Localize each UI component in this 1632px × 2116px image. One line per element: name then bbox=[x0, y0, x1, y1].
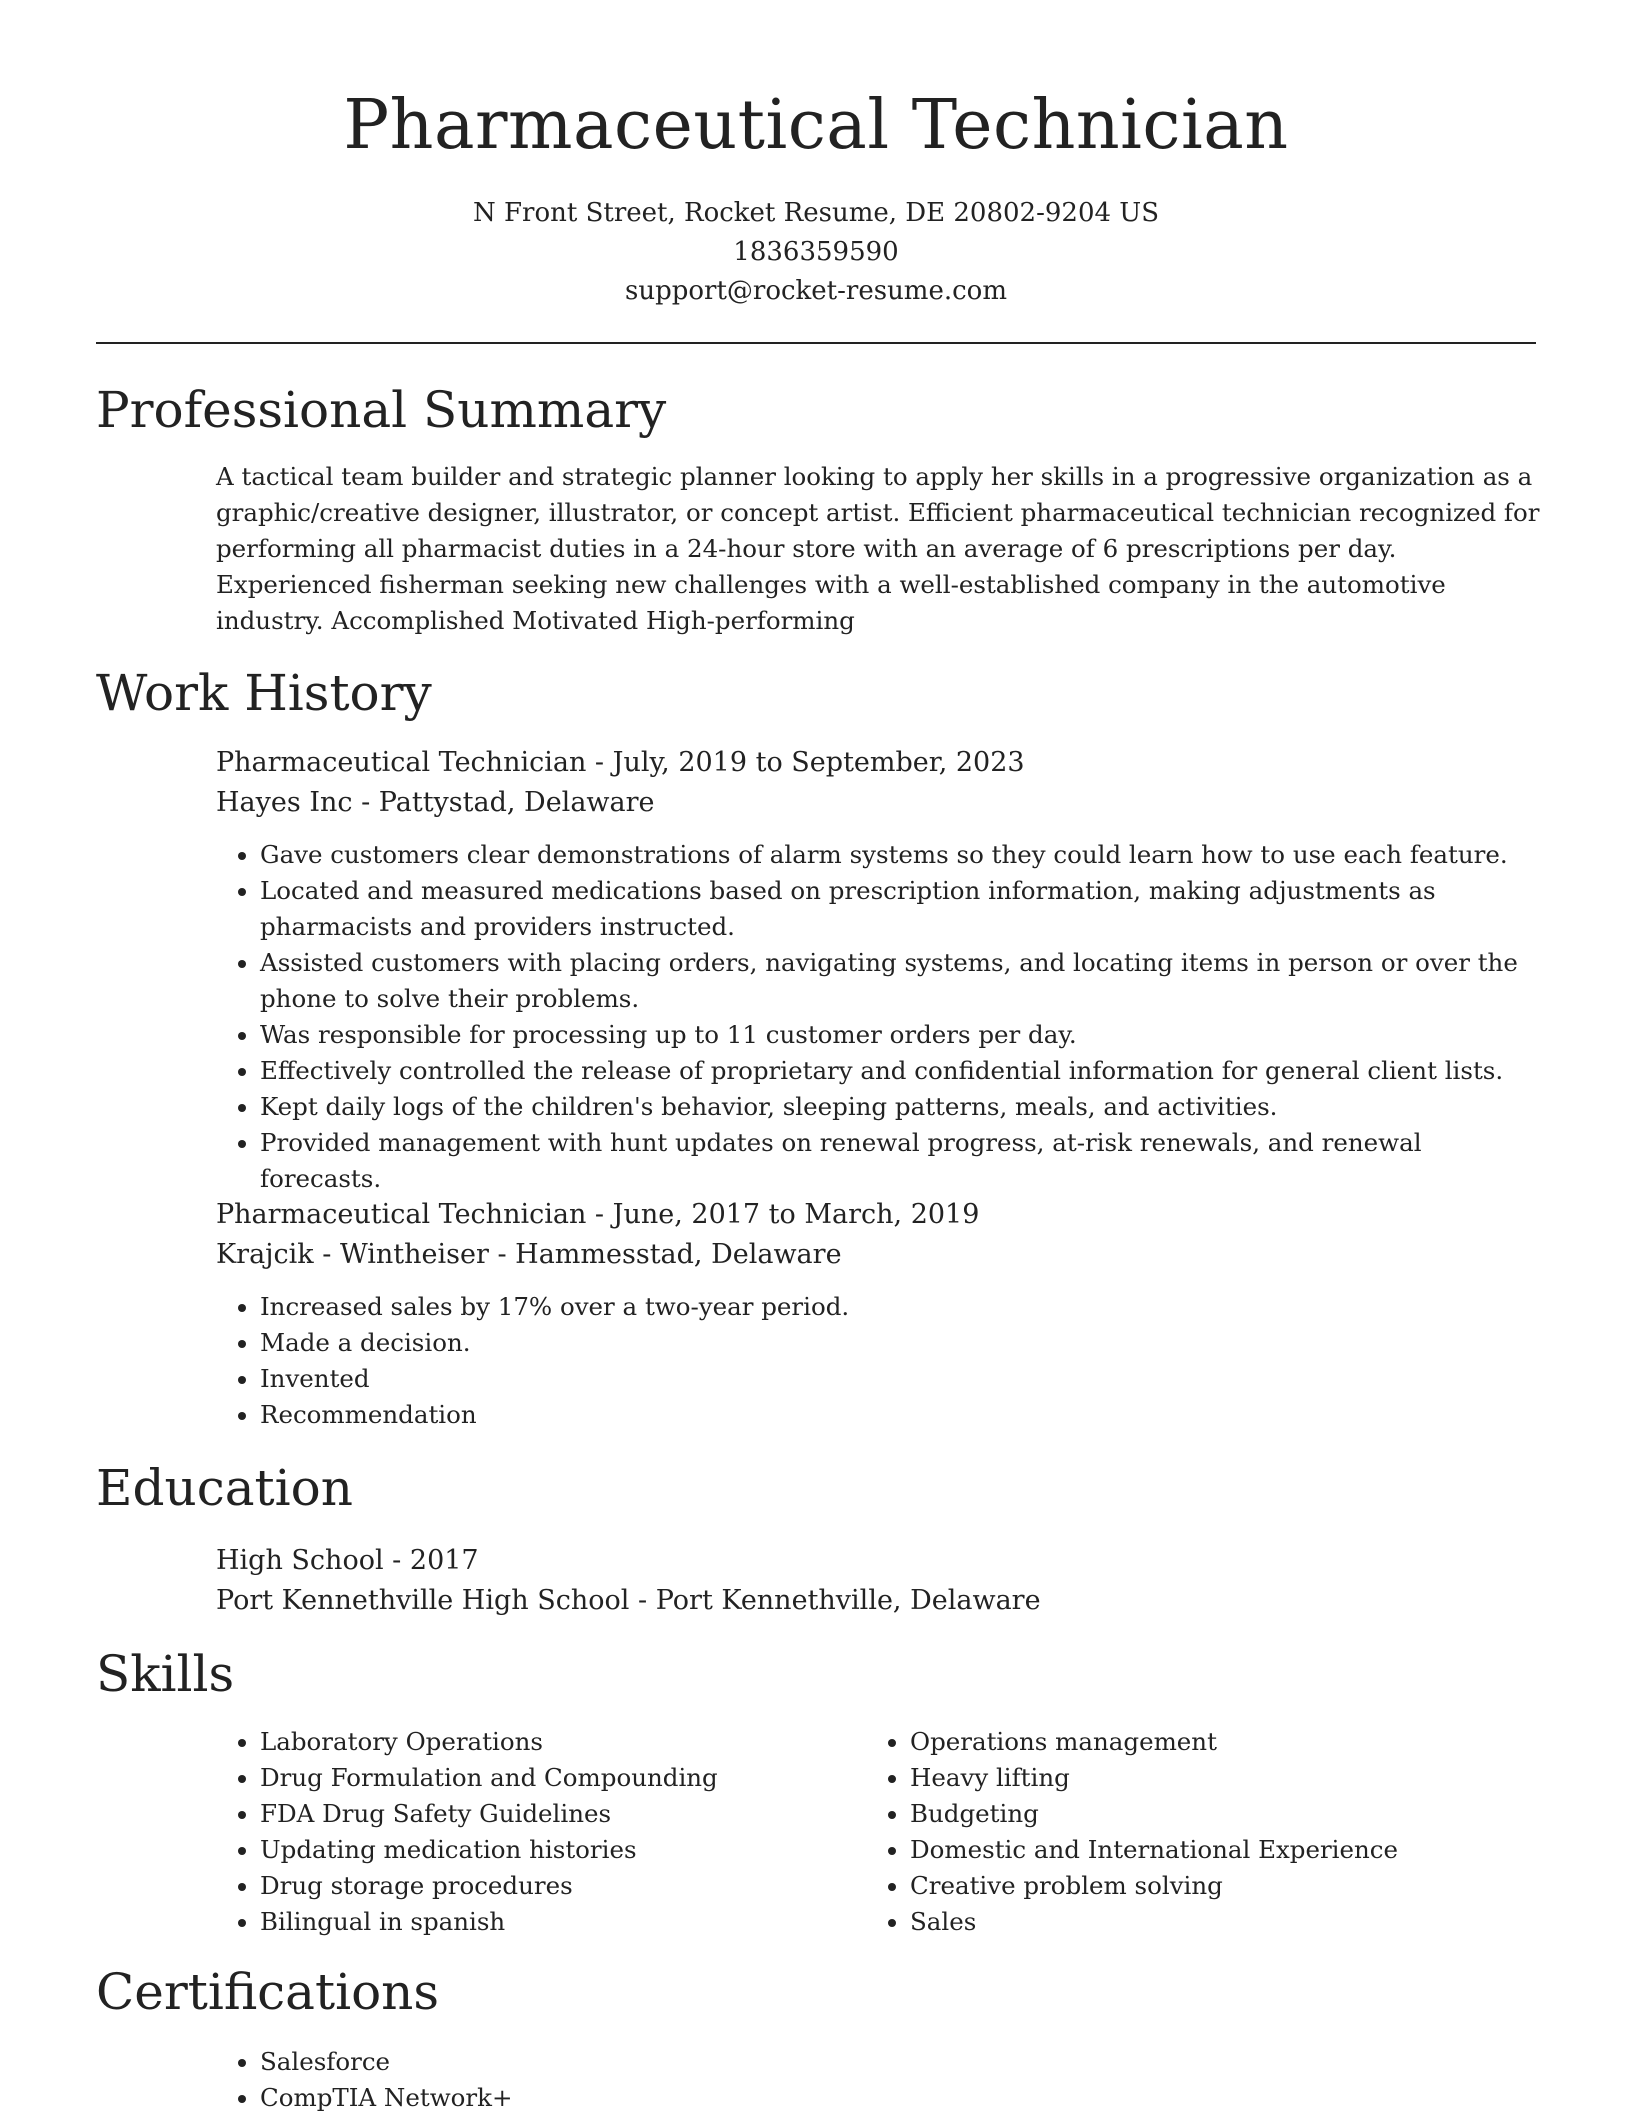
resume-header bbox=[0, 0, 1632, 311]
list-item: • Operations management bbox=[910, 1724, 1506, 1760]
skills-column-left bbox=[216, 1724, 856, 1940]
list-item: • Assisted customers with placing orders, navigating systems, and locating items in person or over the phone to solve their problems. bbox=[260, 945, 1546, 1017]
list-item: • Bilingual in spanish bbox=[260, 1904, 856, 1940]
list-item: • Heavy lifting bbox=[910, 1760, 1506, 1796]
list-item: • Made a decision. bbox=[260, 1325, 1546, 1361]
candidate-name: Pharmaceutical Technician bbox=[343, 86, 1289, 165]
skills-column-right bbox=[866, 1724, 1506, 1940]
list-item: • Drug Formulation and Compounding bbox=[260, 1760, 856, 1796]
skills-list bbox=[216, 1724, 856, 1940]
skills-list bbox=[866, 1724, 1506, 1940]
job-dates: July, 2019 to September, 2023 bbox=[612, 747, 1025, 778]
list-item: • Budgeting bbox=[910, 1796, 1506, 1832]
list-item: • Creative problem solving bbox=[910, 1868, 1506, 1904]
list-item: • CompTIA Network+ bbox=[260, 2080, 1546, 2116]
list-item: • Sales bbox=[910, 1904, 1506, 1940]
list-item: • Increased sales by 17% over a two-year period. bbox=[260, 1289, 1546, 1325]
degree: High School bbox=[216, 1545, 384, 1576]
job-location: Hammesstad, Delaware bbox=[515, 1239, 842, 1270]
section-title-summary: Professional Summary bbox=[96, 381, 667, 439]
education-entry bbox=[216, 1541, 1546, 1621]
list-item: • Gave customers clear demonstrations of alarm systems so they could learn how to use each feature. bbox=[260, 837, 1546, 873]
certifications-list bbox=[216, 2044, 1546, 2116]
job-company-line: Hayes Inc - Pattystad, Delaware bbox=[216, 787, 655, 818]
section-title-skills: Skills bbox=[96, 1645, 235, 1703]
job-entry bbox=[216, 1195, 1546, 1433]
education-degree-line: High School - 2017 bbox=[216, 1545, 479, 1576]
list-item: • Was responsible for processing up to 11 customer orders per day. bbox=[260, 1017, 1546, 1053]
job-role: Pharmaceutical Technician bbox=[216, 747, 587, 778]
job-entry bbox=[216, 743, 1546, 1197]
list-item: • Recommendation bbox=[260, 1397, 1546, 1433]
list-item: • Effectively controlled the release of proprietary and confidential information for general client lists. bbox=[260, 1053, 1546, 1089]
list-item: • Domestic and International Experience bbox=[910, 1832, 1506, 1868]
job-title-line: Pharmaceutical Technician - June, 2017 to March, 2019 bbox=[216, 1199, 980, 1230]
list-item: • FDA Drug Safety Guidelines bbox=[260, 1796, 856, 1832]
list-item: • Kept daily logs of the children's behavior, sleeping patterns, meals, and activities. bbox=[260, 1089, 1546, 1125]
certifications-entry bbox=[216, 2044, 1546, 2116]
school-location: Port Kennethville, Delaware bbox=[655, 1585, 1041, 1616]
list-item: • Drug storage procedures bbox=[260, 1868, 856, 1904]
address: N Front Street, Rocket Resume, DE 20802-9204 US bbox=[472, 198, 1160, 228]
list-item: • Invented bbox=[260, 1361, 1546, 1397]
email: support@rocket-resume.com bbox=[624, 276, 1007, 306]
school-name: Port Kennethville High School bbox=[216, 1585, 630, 1616]
job-dates: June, 2017 to March, 2019 bbox=[612, 1199, 980, 1230]
list-item: • Updating medication histories bbox=[260, 1832, 856, 1868]
phone: 1836359590 bbox=[733, 237, 899, 267]
job-company: Krajcik - Wintheiser bbox=[216, 1239, 489, 1270]
summary-text: A tactical team builder and strategic planner looking to apply her skills in a progressive organization as a graphic/creative designer, illustrator, or concept artist. Efficient pharmaceutical technician recognized for performing all pharmacist duties in a 24-hour store with an average of 6 prescriptions per day. Experienced fisherman seeking new challenges with a well-established company in the automotive industry. Accomplished Motivated High-performing bbox=[216, 462, 1540, 635]
section-title-education: Education bbox=[96, 1459, 353, 1517]
list-item: • Provided management with hunt updates on renewal progress, at-risk renewals, and renewal forecasts. bbox=[260, 1125, 1546, 1197]
education-school-line: Port Kennethville High School - Port Kennethville, Delaware bbox=[216, 1585, 1041, 1616]
section-title-work-history: Work History bbox=[96, 664, 432, 722]
section-title-certifications: Certifications bbox=[96, 1963, 440, 2021]
list-item: • Located and measured medications based on prescription information, making adjustments as pharmacists and providers instructed. bbox=[260, 873, 1546, 945]
job-bullets bbox=[216, 837, 1546, 1197]
list-item: • Laboratory Operations bbox=[260, 1724, 856, 1760]
job-location: Pattystad, Delaware bbox=[378, 787, 655, 818]
list-item: • Salesforce bbox=[260, 2044, 1546, 2080]
job-company: Hayes Inc bbox=[216, 787, 353, 818]
job-role: Pharmaceutical Technician bbox=[216, 1199, 587, 1230]
job-title-line: Pharmaceutical Technician - July, 2019 to September, 2023 bbox=[216, 747, 1025, 778]
graduation-year: 2017 bbox=[409, 1545, 479, 1576]
header-divider bbox=[96, 342, 1536, 344]
job-company-line: Krajcik - Wintheiser - Hammesstad, Delaware bbox=[216, 1239, 842, 1270]
contact-block bbox=[0, 194, 1632, 311]
job-bullets bbox=[216, 1289, 1546, 1433]
